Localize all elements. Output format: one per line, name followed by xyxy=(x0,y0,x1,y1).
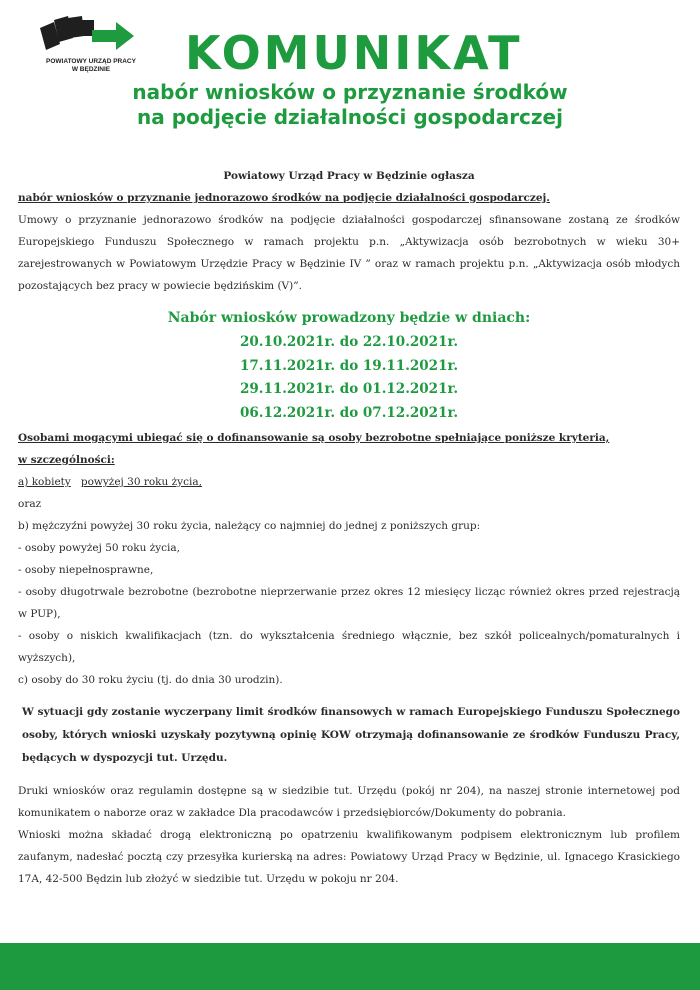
page-subtitle xyxy=(90,80,610,130)
announcer-line: Powiatowy Urząd Pracy w Będzinie ogłasza xyxy=(223,170,475,182)
criterion-b-item: - osoby o niskich kwalifikacjach (tzn. do wykształcenia średniego włącznie, bez szkół policealnych/pomaturalnych i wyższych), xyxy=(18,630,680,664)
logo-text-line2: W BĘDZINIE xyxy=(71,66,111,73)
subtitle-line-1: nabór wniosków o przyznanie środków xyxy=(132,80,568,104)
date-range: 06.12.2021r. do 07.12.2021r. xyxy=(239,404,459,421)
criteria-heading-cont: w szczególności: xyxy=(18,454,115,466)
funding-notice: W sytuacji gdy zostanie wyczerpany limit środków finansowych w ramach Europejskiego Funduszu Społecznego osoby, których wnioski uzyskały pozytywną opinię KOW otrzymają dofinansowanie ze środków Funduszu Pracy, będących w dyspozycji tut. Urzędu. xyxy=(22,706,680,764)
criterion-c: c) osoby do 30 roku życiu (tj. do dnia 30 urodzin). xyxy=(18,674,283,686)
criterion-b: b) mężczyźni powyżej 30 roku życia, należący co najmniej do jednej z poniższych grup: xyxy=(18,520,481,532)
criterion-a-label: a) kobiety xyxy=(18,476,71,488)
criterion-a xyxy=(18,471,680,493)
criteria-heading: Osobami mogącymi ubiegać się o dofinansowanie są osoby bezrobotne spełniające poniższe kryteria, xyxy=(18,432,610,444)
criterion-a-text: powyżej 30 roku życia, xyxy=(80,476,202,488)
date-range: 20.10.2021r. do 22.10.2021r. xyxy=(239,334,459,350)
pup-logo-arrow-icon xyxy=(40,14,140,56)
criterion-b-item: - osoby niepełnosprawne, xyxy=(18,564,154,576)
announce-subject: nabór wniosków o przyznanie jednorazowo środków na podjęcie działalności gospodarczej. xyxy=(18,192,550,204)
dates-heading: Nabór wniosków prowadzony będzie w dniach: xyxy=(167,310,531,326)
criterion-b-item: - osoby powyżej 50 roku życia, xyxy=(18,542,181,554)
date-range: 17.11.2021r. do 19.11.2021r. xyxy=(239,357,459,374)
footer-bar xyxy=(0,943,700,990)
subtitle-line-2: na podjęcie działalności gospodarczej xyxy=(137,105,563,129)
criterion-b-item: - osoby długotrwale bezrobotne (bezrobotne nieprzerwanie przez okres 12 miesięcy licząc również okres przed rejestracją w PUP), xyxy=(18,586,680,620)
pup-logo xyxy=(36,14,146,78)
documents-info: Druki wniosków oraz regulamin dostępne są w siedzibie tut. Urzędu (pokój nr 204), na naszej stronie internetowej pod komunikatem o naborze oraz w zakładce Dla pracodawców i przedsiębiorców/Dokumenty do pobrania. xyxy=(18,785,680,819)
page-title: KOMUNIKAT xyxy=(185,26,523,80)
logo-text-line1: POWIATOWY URZĄD PRACY xyxy=(46,58,136,65)
submission-info: Wnioski można składać drogą elektroniczną po opatrzeniu kwalifikowanym podpisem elektronicznym lub profilem zaufanym, nadesłać pocztą czy przesyłka kurierską na adres: Powiatowy Urząd Pracy w Będzinie, ul. Ignacego Krasickiego 17A, 42-500 Będzin lub złożyć w siedzibie tut. Urzędu w pokoju nr 204. xyxy=(18,829,680,885)
criterion-or: oraz xyxy=(18,498,42,510)
intro-paragraph: Umowy o przyznanie jednorazowo środków na podjęcie działalności gospodarczej sfinansowane zostaną ze środków Europejskiego Funduszu Społecznego w ramach projektu p.n. „Aktywizacja osób bezrobotnych w wieku 30+ zarejestrowanych w Powiatowym Urzędzie Pracy w Będzinie IV ” oraz w ramach projektu p.n. „Aktywizacja osób młodych pozostających bez pracy w powiecie będzińskim (V)”. xyxy=(18,214,680,292)
announcement-body xyxy=(18,165,680,890)
date-range: 29.11.2021r. do 01.12.2021r. xyxy=(239,381,459,397)
